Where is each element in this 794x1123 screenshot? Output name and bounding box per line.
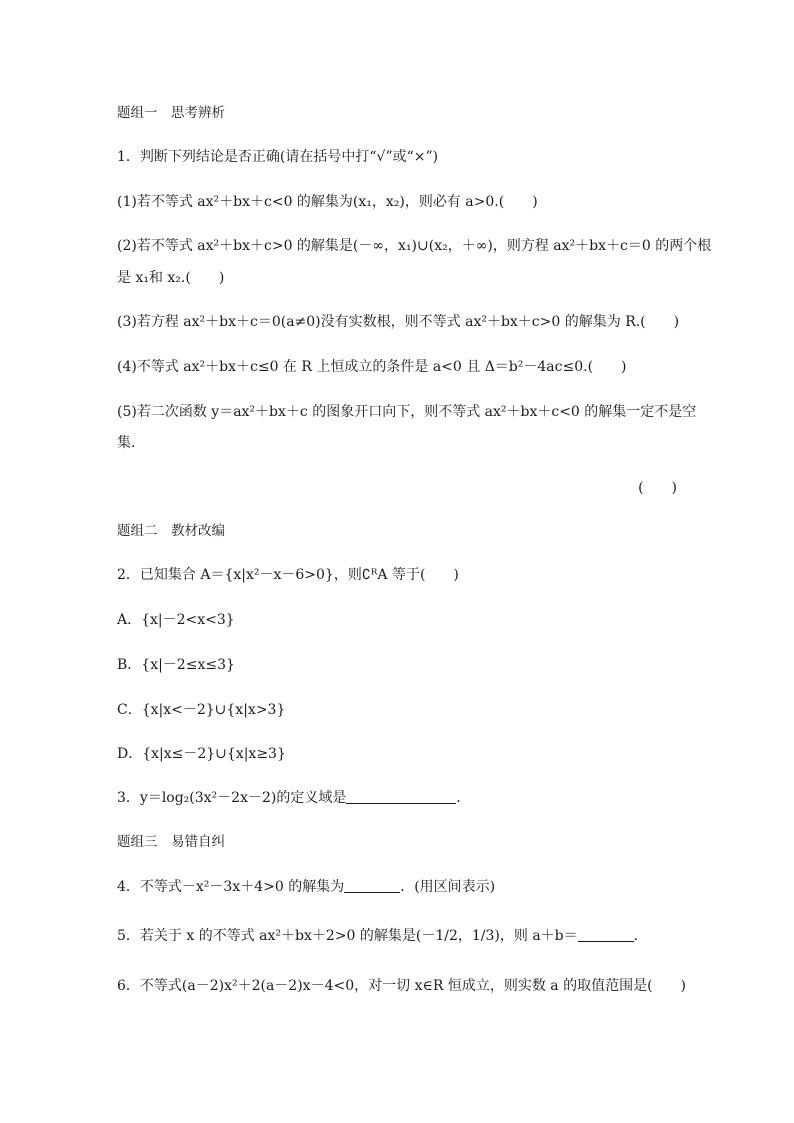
answer-blank[interactable] xyxy=(578,927,634,942)
question-2-option-a: A．{x|－2<x<3} xyxy=(117,612,235,628)
question-5 xyxy=(117,927,638,945)
question-2-option-b: B．{x|－2≤x≤3} xyxy=(117,657,235,673)
question-1-item-4: (4)不等式 ax²＋bx＋c≤0 在 R 上恒成立的条件是 a<0 且 Δ＝b²－4ac≤0.( ) xyxy=(117,359,627,375)
answer-blank[interactable] xyxy=(344,878,400,893)
question-2-option-c: C．{x|x<－2}∪{x|x>3} xyxy=(117,702,286,718)
question-1-item-3: (3)若方程 ax²＋bx＋c＝0(a≠0)没有实数根，则不等式 ax²＋bx＋c>0 的解集为 R.( ) xyxy=(117,314,680,330)
question-4-text: 4．不等式－x²－3x＋4>0 的解集为 xyxy=(117,879,345,895)
question-4-tail: ．(用区间表示) xyxy=(400,879,496,895)
question-3 xyxy=(117,789,470,807)
question-5-tail: ，则 a＋b＝ xyxy=(499,928,578,944)
question-3-text: 3．y＝log₂(3x²－2x－2)的定义域是 xyxy=(117,790,347,806)
section-heading-1: 题组一 思考辨析 xyxy=(117,105,225,121)
answer-blank[interactable] xyxy=(346,789,456,804)
question-1-item-1: (1)若不等式 ax²＋bx＋c<0 的解集为(x₁，x₂)，则必有 a>0.( ) xyxy=(117,194,538,210)
question-1-item-2-line-2: 是 x₁和 x₂.( ) xyxy=(117,270,225,286)
section-heading-3: 题组三 易错自纠 xyxy=(117,834,225,850)
question-4 xyxy=(117,878,495,896)
question-2-stem: 2．已知集合 A＝{x|x²－x－6>0}，则∁ᴿA 等于( ) xyxy=(117,567,459,583)
question-6: 6．不等式(a－2)x²＋2(a－2)x－4<0，对一切 x∈R 恒成立，则实数 a 的取值范围是( ) xyxy=(117,978,686,994)
question-1-stem: 1．判断下列结论是否正确(请在括号中打“√”或“×”) xyxy=(117,149,439,165)
question-1-item-2-line-1: (2)若不等式 ax²＋bx＋c>0 的解集是(－∞，x₁)∪(x₂，＋∞)，则方程 ax²＋bx＋c＝0 的两个根 xyxy=(117,238,712,254)
question-5-interval: (－1/2，1/3) xyxy=(415,928,500,944)
question-2-option-d: D．{x|x≤－2}∪{x|x≥3} xyxy=(117,746,286,762)
question-1-item-5-line-2: 集． xyxy=(117,435,145,451)
section-heading-2: 题组二 教材改编 xyxy=(117,523,225,539)
question-5-end: . xyxy=(633,928,639,944)
question-1-item-5-line-1: (5)若二次函数 y＝ax²＋bx＋c 的图象开口向下，则不等式 ax²＋bx＋c<0 的解集一定不是空 xyxy=(117,404,697,420)
question-3-tail: ． xyxy=(456,790,471,806)
question-1-item-5-answer-paren: ( ) xyxy=(638,480,677,496)
question-5-text: 5．若关于 x 的不等式 ax²＋bx＋2>0 的解集是 xyxy=(117,928,416,944)
